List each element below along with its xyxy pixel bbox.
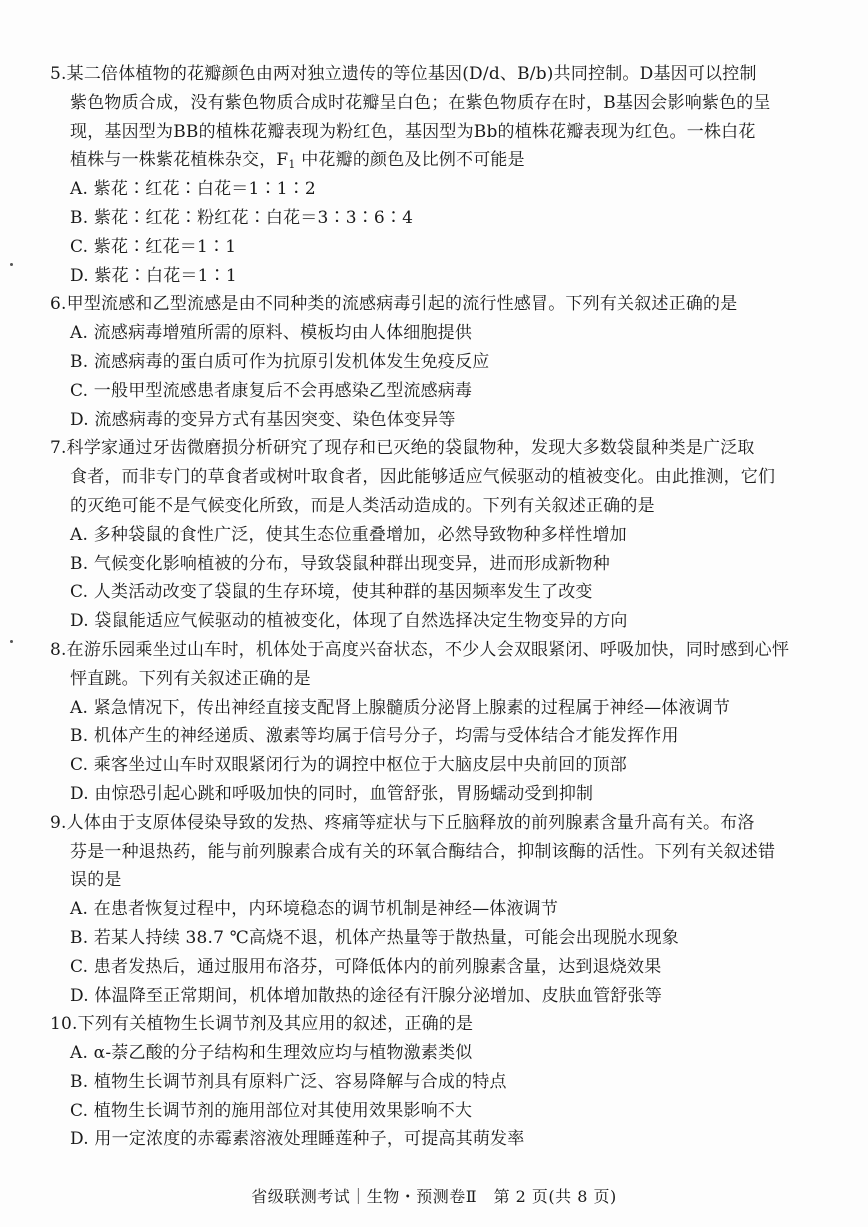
option-b: B. 紫花∶红花∶粉红花∶白花＝3∶3∶6∶4 — [70, 207, 414, 228]
question-9 — [50, 809, 805, 1011]
option-c: C. 植物生长调节剂的施用部位对其使用效果影响不大 — [70, 1100, 473, 1121]
option-a: A. α-萘乙酸的分子结构和生理效应均与植物激素类似 — [70, 1043, 473, 1064]
question-stem-line: 的灭绝可能不是气候变化所致，而是人类活动造成的。下列有关叙述正确的是 — [70, 495, 655, 516]
page-footer: 省级联测考试｜生物・预测卷Ⅱ 第 2 页(共 8 页) — [251, 1187, 617, 1206]
option-c: C. 一般甲型流感患者康复后不会再感染乙型流感病毒 — [70, 380, 473, 401]
option-a: A. 紧急情况下，传出神经直接支配肾上腺髓质分泌肾上腺素的过程属于神经—体液调节 — [70, 697, 731, 718]
question-stem-line: 中花瓣的颜色及比例不可能是 — [295, 150, 525, 171]
scan-speck — [10, 640, 13, 643]
option-b: B. 若某人持续 38.7 ℃高烧不退，机体产热量等于散热量，可能会出现脱水现象 — [70, 927, 679, 948]
question-stem-line: 误的是 — [70, 870, 122, 891]
question-number: 6. — [50, 294, 67, 315]
option-c: C. 人类活动改变了袋鼠的生存环境，使其种群的基因频率发生了改变 — [70, 582, 593, 603]
question-10 — [50, 1010, 805, 1154]
question-stem-line: 食者，而非专门的草食者或树叶取食者，因此能够适应气候驱动的植被变化。由此推测，它们 — [70, 467, 776, 488]
question-stem-line: 甲型流感和乙型流感是由不同种类的流感病毒引起的流行性感冒。下列有关叙述正确的是 — [66, 294, 738, 315]
question-stem-line: 科学家通过牙齿微磨损分析研究了现存和已灭绝的袋鼠物种，发现大多数袋鼠种类是广泛取 — [66, 438, 755, 459]
question-8 — [50, 636, 805, 809]
option-d: D. 紫花∶白花＝1∶1 — [70, 265, 237, 286]
question-stem-line: 人体由于支原体侵染导致的发热、疼痛等症状与下丘脑释放的前列腺素含量升高有关。布洛 — [66, 812, 755, 833]
option-a: A. 多种袋鼠的食性广泛，使其生态位重叠增加，必然导致物种多样性增加 — [70, 524, 627, 545]
option-b: B. 机体产生的神经递质、激素等均属于信号分子，均需与受体结合才能发挥作用 — [70, 726, 679, 747]
question-stem-line: 现，基因型为BB的植株花瓣表现为粉红色，基因型为Bb的植株花瓣表现为红色。一株白花 — [70, 121, 756, 142]
question-number: 7. — [50, 438, 67, 459]
question-list — [50, 60, 805, 1154]
option-a: A. 流感病毒增殖所需的原料、模板均由人体细胞提供 — [70, 323, 473, 344]
question-number: 9. — [50, 812, 67, 833]
question-number: 8. — [50, 639, 67, 660]
option-b: B. 流感病毒的蛋白质可作为抗原引发机体发生免疫反应 — [70, 351, 490, 372]
option-d: D. 流感病毒的变异方式有基因突变、染色体变异等 — [70, 409, 456, 430]
option-b: B. 气候变化影响植被的分布，导致袋鼠种群出现变异，进而形成新物种 — [70, 553, 610, 574]
option-c: C. 紫花∶红花＝1∶1 — [70, 236, 237, 257]
question-5 — [50, 60, 805, 290]
option-c: C. 乘客坐过山车时双眼紧闭行为的调控中枢位于大脑皮层中央前回的顶部 — [70, 755, 628, 776]
option-a: A. 在患者恢复过程中，内环境稳态的调节机制是神经—体液调节 — [70, 899, 559, 920]
option-d: D. 体温降至正常期间，机体增加散热的途径有汗腺分泌增加、皮肤血管舒张等 — [70, 985, 663, 1006]
question-stem-line: 在游乐园乘坐过山车时，机体处于高度兴奋状态，不少人会双眼紧闭、呼吸加快，同时感到心怦 — [66, 639, 790, 660]
question-number: 5. — [50, 64, 67, 84]
question-6 — [50, 290, 805, 434]
option-d: D. 用一定浓度的赤霉素溶液处理睡莲种子，可提高其萌发率 — [70, 1129, 525, 1150]
question-stem-line: 怦直跳。下列有关叙述正确的是 — [70, 668, 311, 689]
question-number: 10. — [50, 1014, 78, 1035]
question-7 — [50, 434, 805, 636]
question-stem-line: 植株与一株紫花植株杂交，F — [70, 150, 289, 171]
question-stem-line: 紫色物质合成，没有紫色物质合成时花瓣呈白色；在紫色物质存在时，B基因会影响紫色的呈 — [70, 92, 771, 113]
option-a: A. 紫花∶红花∶白花＝1∶1∶2 — [70, 179, 316, 200]
question-stem-line: 芬是一种退热药，能与前列腺素合成有关的环氧合酶结合，抑制该酶的活性。下列有关叙述错 — [70, 841, 776, 862]
option-d: D. 由惊恐引起心跳和呼吸加快的同时，血管舒张，胃肠蠕动受到抑制 — [70, 783, 594, 804]
option-c: C. 患者发热后，通过服用布洛芬，可降低体内的前列腺素含量，达到退烧效果 — [70, 956, 662, 977]
subscript: 1 — [288, 158, 296, 172]
question-stem-line: 下列有关植物生长调节剂及其应用的叙述，正确的是 — [77, 1014, 474, 1035]
scan-speck — [10, 263, 13, 266]
option-d: D. 袋鼠能适应气候驱动的植被变化，体现了自然选择决定生物变异的方向 — [70, 611, 628, 632]
question-stem-line: 某二倍体植物的花瓣颜色由两对独立遗传的等位基因(D/d、B/b)共同控制。D基因可以控制 — [66, 64, 757, 84]
option-b: B. 植物生长调节剂具有原料广泛、容易降解与合成的特点 — [70, 1071, 507, 1092]
